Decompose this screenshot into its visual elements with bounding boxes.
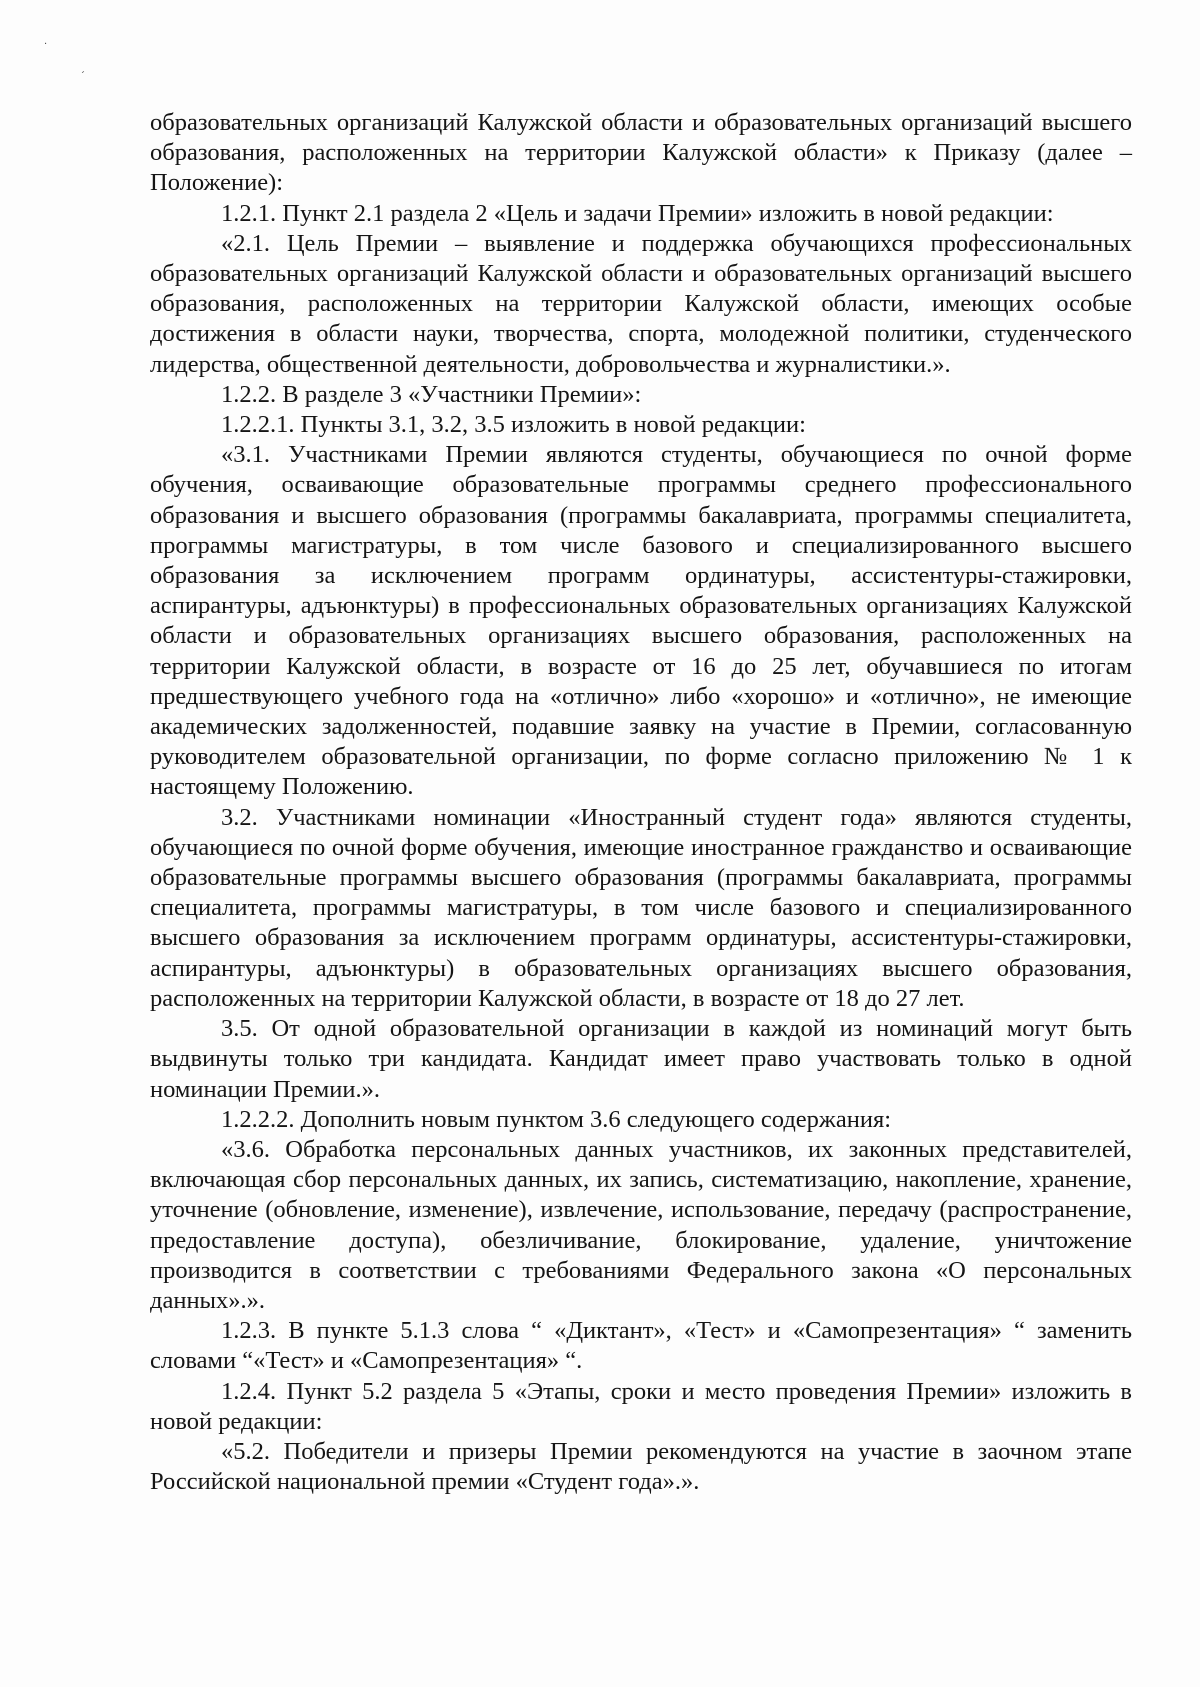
paragraph-clause-3-6: «3.6. Обработка персональных данных участников, их законных представителей, включающая сбор персональных данных, их запись, систематизацию, накопление, хранение, уточнение (обновление, изменение), извлечение, использование, передачу (распространение, предоставление доступа), обезличивание, блокирование, удаление, уничтожение производится в соответствии с требованиями Федерального закона «О персональных данных».». [150, 1135, 1132, 1314]
paragraph-continuation: образовательных организаций Калужской области и образовательных организаций высшего образования, расположенных на территории Калужской области» к Приказу (далее – Положение): [150, 109, 1132, 197]
paragraph-item-1-2-1: 1.2.1. Пункт 2.1 раздела 2 «Цель и задачи Премии» изложить в новой редакции: [221, 199, 1054, 227]
scan-speck-top: · [44, 39, 48, 50]
paragraph-clause-5-2: «5.2. Победители и призеры Премии рекомендуются на участие в заочном этапе Российской национальной премии «Студент года».». [150, 1437, 1132, 1496]
paragraph-item-1-2-2-1: 1.2.2.1. Пункты 3.1, 3.2, 3.5 изложить в новой редакции: [221, 411, 806, 439]
paragraph-item-1-2-2: 1.2.2. В разделе 3 «Участники Премии»: [221, 380, 642, 408]
paragraph-clause-3-2: 3.2. Участниками номинации «Иностранный студент года» являются студенты, обучающиеся по очной форме обучения, имеющие иностранное гражданство и осваивающие образовательные программы высшего образования (программы бакалавриата, программы специалитета, программы магистратуры, в том числе базового и специализированного высшего образования за исключением программ ординатуры, ассистентуры-стажировки, аспирантуры, адъюнктуры) в образовательных организациях высшего образования, расположенных на территории Калужской области, в возрасте от 18 до 27 лет. [150, 803, 1132, 1012]
scan-speck-left: ˊ [80, 71, 85, 82]
paragraph-clause-3-5: 3.5. От одной образовательной организации в каждой из номинаций могут быть выдвинуты только три кандидата. Кандидат имеет право участвовать только в одной номинации Премии.». [150, 1015, 1132, 1103]
paragraph-item-1-2-2-2: 1.2.2.2. Дополнить новым пунктом 3.6 следующего содержания: [221, 1105, 892, 1133]
paragraph-item-1-2-4: 1.2.4. Пункт 5.2 раздела 5 «Этапы, сроки и место проведения Премии» изложить в новой редакции: [150, 1377, 1132, 1435]
paragraph-clause-3-1: «3.1. Участниками Премии являются студенты, обучающиеся по очной форме обучения, осваивающие образовательные программы среднего профессионального образования и высшего образования (программы бакалавриата, программы специалитета, программы магистратуры, в том числе базового и специализированного высшего образования за исключением программ ординатуры, ассистентуры-стажировки, аспирантуры, адъюнктуры) в профессиональных образовательных организациях Калужской области и образовательных организациях высшего образования, расположенных на территории Калужской области, в возрасте от 16 до 25 лет, обучавшиеся по итогам предшествующего учебного года на «отлично» либо «хорошо» и «отлично», не имеющие академических задолженностей, подавшие заявку на участие в Премии, согласованную руководителем образовательной организации, по форме согласно приложению № 1 к настоящему Положению. [150, 441, 1132, 801]
paragraph-clause-2-1: «2.1. Цель Премии – выявление и поддержка обучающихся профессиональных образовательных организаций Калужской области и образовательных организаций высшего образования, расположенных на территории Калужской области, имеющих особые достижения в области науки, творчества, спорта, молодежной политики, студенческого лидерства, общественной деятельности, добровольчества и журналистики.». [150, 229, 1132, 378]
paragraph-item-1-2-3: 1.2.3. В пункте 5.1.3 слова “ «Диктант», «Тест» и «Самопрезентация» “ заменить словами “«Тест» и «Самопрезентация» “. [150, 1317, 1132, 1375]
document-body [150, 108, 1132, 1497]
